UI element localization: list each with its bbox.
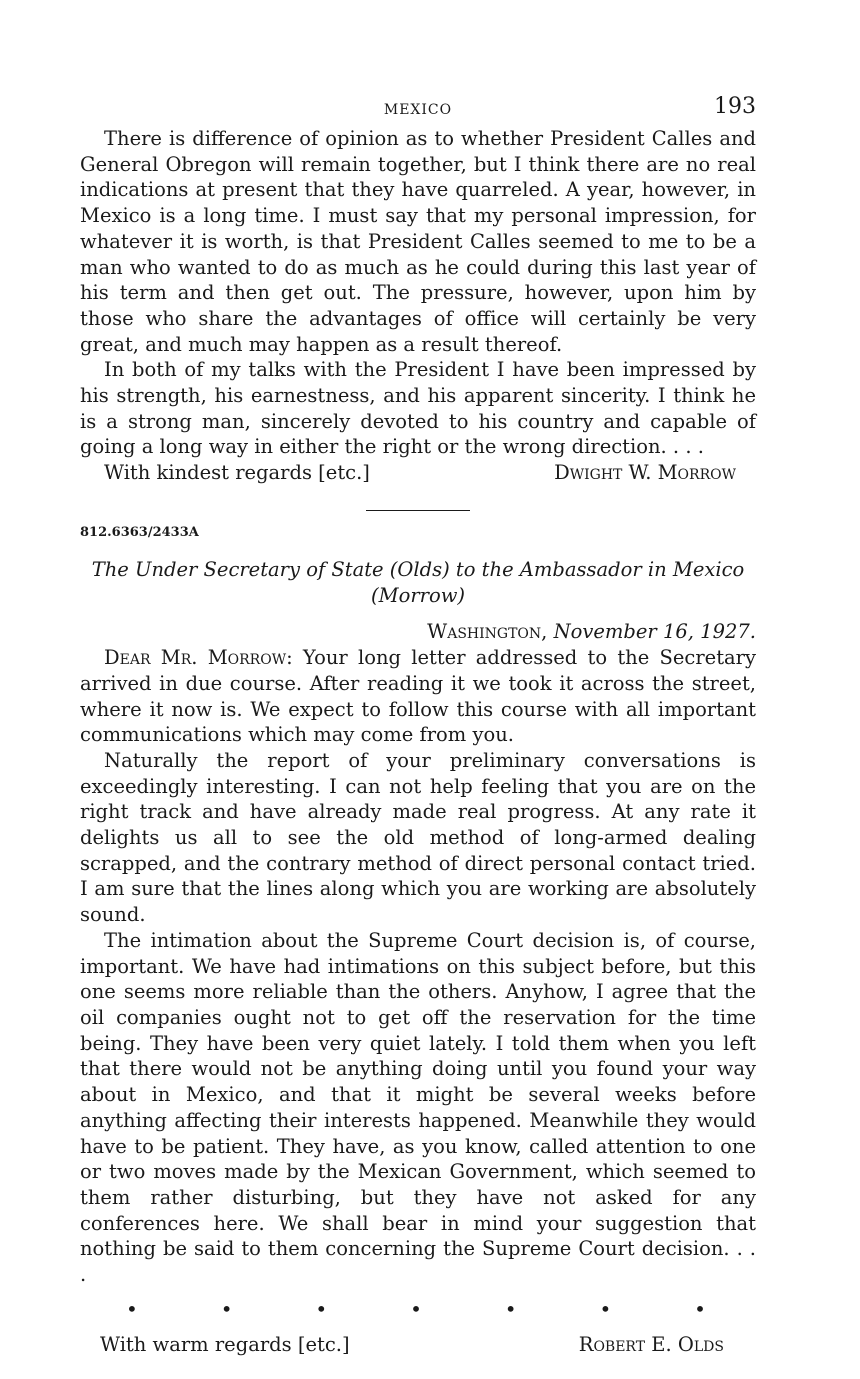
- document-heading: The Under Secretary of State (Olds) to the Ambassador in Mexico (Morrow): [91, 558, 745, 608]
- letter1-paragraph-2: In both of my talks with the President I have been impressed by his strength, his earnestness, and his apparent sincerity. I think he is a strong man, sincerely devoted to his country and capable of going a long way in either the right or the wrong direction. . . .: [80, 358, 756, 459]
- document-page: [80, 92, 756, 1358]
- omission-dot: •: [220, 1296, 233, 1321]
- letter2-paragraph-3: The intimation about the Supreme Court decision is, of course, important. We have had intimations on this subject before, but this one seems more reliable than the others. Anyhow, I agree that the oil companies ought not to get off the reservation for the time being. They have been very quiet lately. I told them when you left that there would not be anything doing until you found your way about in Mexico, and that it might be several weeks before anything affecting their interests happened. Meanwhile they would have to be patient. They have, as you know, called attention to one or two moves made by the Mexican Government, which seemed to them rather disturbing, but they have not asked for any conferences here. We shall bear in mind your suggestion that nothing be said to them concerning the Supreme Court decision. . . .: [80, 928, 756, 1287]
- letter2-paragraph-1: [80, 645, 756, 748]
- letter2-closing-text: With warm regards [etc.]: [100, 1332, 350, 1356]
- letter2-paragraph-1-text: Your long letter addressed to the Secretary arrived in due course. After reading it we took it across the street, where it now is. We expect to follow this course with all important communications which may come from you.: [80, 646, 756, 747]
- letter2-paragraph-2: Naturally the report of your preliminary conversations is exceedingly interesting. I can not help feeling that you are on the right track and have already made real progress. At any rate it delights us all to see the old method of long-armed dealing scrapped, and the contrary method of direct personal contact tried. I am sure that the lines along which you are working are absolutely sound.: [80, 748, 756, 927]
- omission-dots: [80, 1298, 756, 1320]
- dateline-place: Washington,: [427, 620, 548, 644]
- omission-dot: •: [410, 1296, 422, 1321]
- letter1-signature: Dwight W. Morrow: [554, 461, 736, 485]
- omission-dot: •: [694, 1296, 706, 1321]
- letter1-closing: [80, 460, 756, 486]
- page-number: 193: [714, 94, 756, 119]
- file-number: 812.6363/2433A: [80, 525, 199, 541]
- letter1-closing-text: With kindest regards [etc.]: [104, 461, 370, 485]
- dateline-date: November 16, 1927.: [553, 620, 756, 644]
- omission-dot: •: [315, 1296, 328, 1321]
- dateline: [80, 619, 756, 645]
- letter2-signature: Robert E. Olds: [578, 1332, 724, 1356]
- letter2-closing: [80, 1332, 756, 1358]
- omission-dot: •: [599, 1296, 612, 1321]
- running-head: [80, 92, 756, 126]
- section-divider: [366, 510, 470, 511]
- omission-dot: •: [126, 1296, 138, 1321]
- salutation: Dear Mr. Morrow:: [104, 646, 293, 670]
- letter1-paragraph-1: There is difference of opinion as to whether President Calles and General Obregon will remain together, but I think there are no real indications at present that they have quarreled. A year, however, in Mexico is a long time. I must say that my personal impression, for whatever it is worth, is that President Calles seemed to me to be a man who wanted to do as much as he could during this last year of his term and then get out. The pressure, however, upon him by those who share the advantages of office will certainly be very great, and much may happen as a result thereof.: [80, 127, 756, 356]
- running-title: MEXICO: [383, 102, 453, 118]
- omission-dot: •: [504, 1296, 517, 1321]
